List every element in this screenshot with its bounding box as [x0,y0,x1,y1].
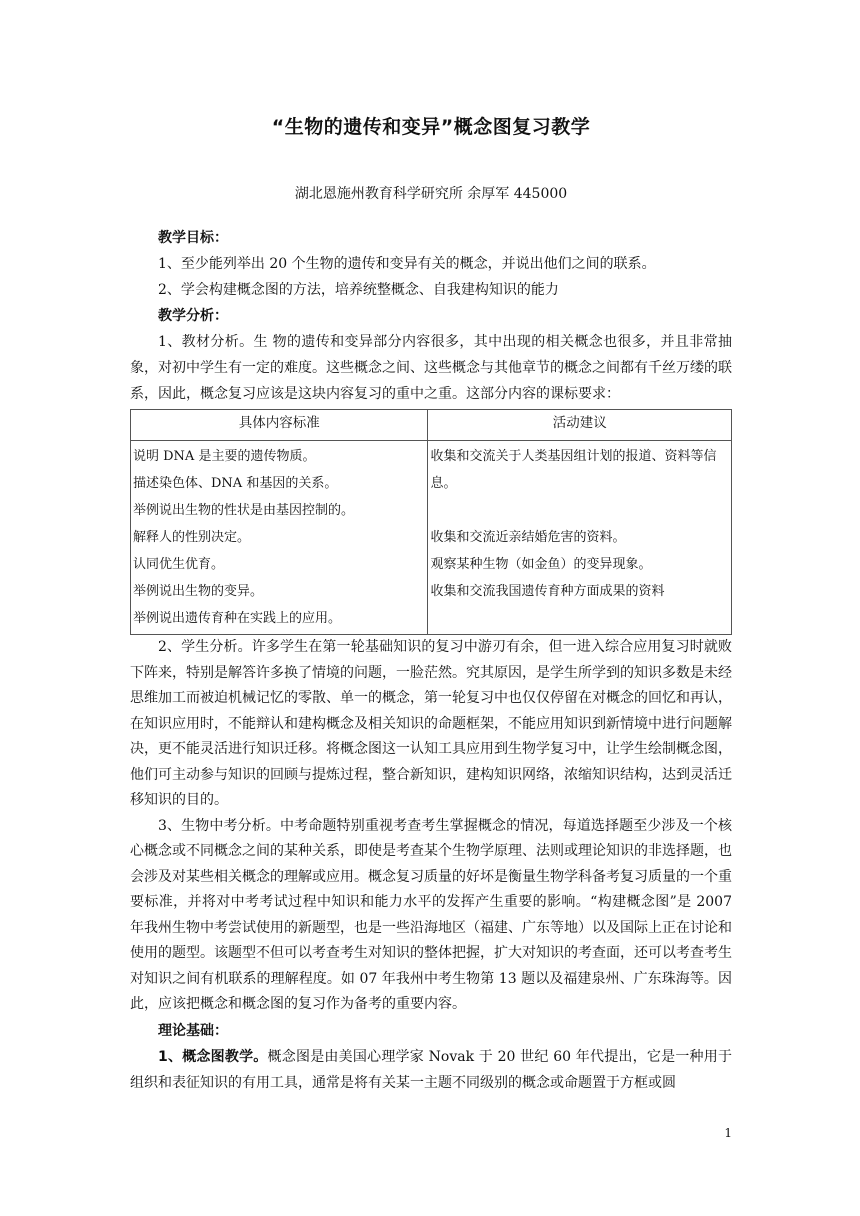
standard-item: 举例说出遗传育种在实践上的应用。 [133,611,342,626]
table-cell-standards [131,441,428,635]
goals-heading: 教学目标： [158,230,228,246]
goal-item: 1、至少能列举出 20 个生物的遗传和变异有关的概念，并说出他们之间的联系。 [158,256,656,272]
standard-item: 解释人的性别决定。 [133,530,251,545]
standard-item: 认同优生优育。 [133,557,225,572]
standard-item: 举例说出生物的性状是由基因控制的。 [133,503,355,518]
theory-body: 概念图是由美国心理学家 Novak 于 20 世纪 60 年代提出，它是一种用于组织和表征知识的有用工具，通常是将有关某一主题不同级别的概念或命题置于方框或圆 [130,1048,732,1091]
standard-item: 举例说出生物的变异。 [133,584,264,599]
theory-concept-map-paragraph [130,1044,732,1096]
analysis-textbook-paragraph: 1、教材分析。生 物的遗传和变异部分内容很多，其中出现的相关概念也很多，并且非常抽象，对初中学生有一定的难度。这些概念之间、这些概念与其他章节的概念之间都有千丝万缕的联系，因此，概念复习应该是这块内容复习的重中之重。这部分内容的课标要求： [130,334,732,402]
theory-lead: 1、概念图教学。 [158,1048,268,1065]
document-title: “生物的遗传和变异”概念图复习教学 [271,116,591,138]
analysis-exam-paragraph: 3、生物中考分析。中考命题特别重视考查考生掌握概念的情况，每道选择题至少涉及一个核心概念或不同概念之间的某种关系，即使是考查某个生物学原理、法则或理论知识的非选择题，也会涉及对某些相关概念的理解或应用。概念复习质量的好坏是衡量生物学科备考复习质量的一个重要标准，并将对中考考试过程中知识和能力水平的发挥产生重要的影响。“构建概念图”是 2007 年我州生物中考尝试使用的新题型，也是一些沿海地区（福建、广东等地）以及国际上正在讨论和使用的题型。该题型不但可以考查考生对知识的整体把握，扩大对知识的考查面，还可以考查考生对知识之间有机联系的理解程度。如 07 年我州中考生物第 13 题以及福建泉州、广东珠海等。因此，应该把概念和概念图的复习作为备考的重要内容。 [130,817,732,1012]
analysis-heading: 教学分析： [158,308,228,324]
analysis-student-paragraph: 2、学生分析。许多学生在第一轮基础知识的复习中游刃有余，但一进入综合应用复习时就败下阵来，特别是解答许多换了情境的问题，一脸茫然。究其原因，是学生所学到的知识多数是未经思维加工而被迫机械记忆的零散、单一的概念，第一轮复习中也仅仅停留在对概念的回忆和再认，在知识应用时，不能辩认和建构概念及相关知识的命题框架，不能应用知识到新情境中进行问题解决，更不能灵活进行知识迁移。将概念图这一认知工具应用到生物学复习中，让学生绘制概念图，他们可主动参与知识的回顾与提炼过程，整合新知识，建构知识网络，浓缩知识结构，达到灵活迁移知识的目的。 [130,639,732,808]
table-header-activity: 活动建议 [428,410,732,441]
document-body [130,112,732,1096]
theory-heading: 理论基础： [158,1022,228,1039]
activity-item: 观察某种生物（如金鱼）的变异现象。 [430,557,652,572]
table-row [131,441,732,635]
activity-item: 收集和交流我国遗传育种方面成果的资料 [430,584,665,599]
curriculum-standards-table [130,409,732,635]
goal-item: 2、学会构建概念图的方法，培养统整概念、自我建构知识的能力 [158,282,559,298]
table-header-row [131,410,732,441]
author-line: 湖北恩施州教育科学研究所 余厚军 445000 [294,186,568,202]
activity-item: 收集和交流近亲结婚危害的资料。 [430,530,626,545]
table-header-content-standard: 具体内容标准 [131,410,428,441]
table-cell-activities [428,441,732,635]
standard-item: 描述染色体、DNA 和基因的关系。 [133,476,338,491]
standard-item: 说明 DNA 是主要的遗传物质。 [133,449,316,464]
activity-item: 收集和交流关于人类基因组计划的报道、资料等信息。 [430,449,717,491]
page-number: 1 [724,1126,732,1140]
